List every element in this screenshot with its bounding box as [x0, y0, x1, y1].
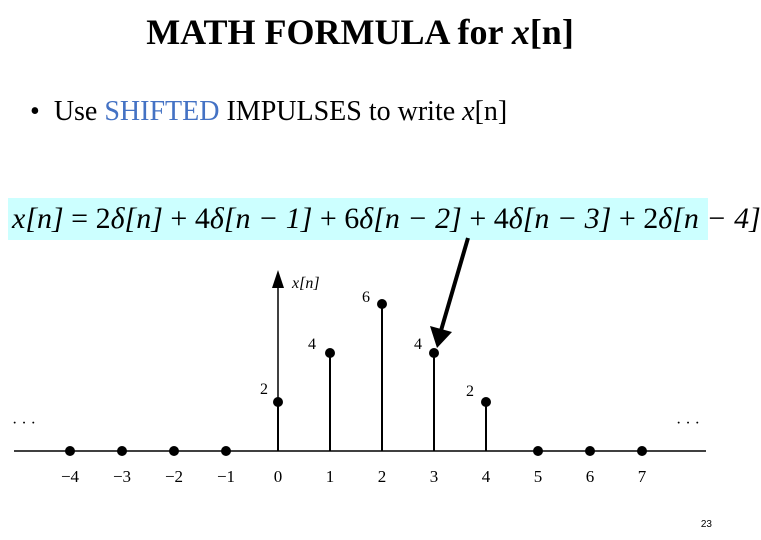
- bullet-pre: Use: [53, 96, 105, 127]
- formula-delta: δ: [359, 202, 374, 235]
- title-suffix: [n]: [529, 12, 574, 52]
- stem-point: [169, 446, 179, 456]
- formula-arg: [n − 4]: [672, 202, 761, 235]
- formula-arg: [n − 3]: [522, 202, 612, 235]
- bullet-suffix: [n]: [474, 96, 508, 127]
- stem-point: [273, 397, 283, 407]
- x-tick-label: 1: [325, 467, 335, 486]
- stems-group: [61, 289, 647, 486]
- stem-point: [65, 446, 75, 456]
- stem-point: [377, 299, 387, 309]
- pointer-arrow: [440, 238, 468, 334]
- value-label: 2: [260, 381, 268, 398]
- formula-delta: δ: [508, 202, 523, 235]
- x-tick-label: −1: [216, 467, 236, 486]
- bullet-dot: •: [30, 96, 40, 127]
- stem-point: [117, 446, 127, 456]
- x-tick-label: 7: [637, 467, 647, 486]
- formula-arg: [n − 1]: [223, 202, 313, 235]
- stem-point: [533, 446, 543, 456]
- formula-coef: 4: [493, 202, 509, 235]
- formula-coef: 2: [643, 202, 659, 235]
- x-tick-label: 2: [377, 467, 387, 486]
- page-number: 23: [700, 519, 712, 530]
- title-prefix: MATH FORMULA for: [146, 12, 512, 52]
- stem-point: [637, 446, 647, 456]
- formula-plus: +: [312, 202, 345, 235]
- bullet-mid: IMPULSES to write: [219, 96, 463, 127]
- title-var: x: [511, 12, 530, 52]
- bullet-highlight: SHIFTED: [104, 96, 220, 127]
- x-tick-label: −3: [112, 467, 132, 486]
- value-label: 6: [362, 289, 370, 306]
- formula-coef: 2: [95, 202, 111, 235]
- x-tick-label: 6: [585, 467, 595, 486]
- right-ellipsis: · · ·: [676, 415, 700, 432]
- left-ellipsis: · · ·: [12, 415, 36, 432]
- formula-coef: 4: [194, 202, 210, 235]
- formula-delta: δ: [209, 202, 224, 235]
- value-label: 4: [308, 336, 316, 353]
- formula-plus: +: [461, 202, 494, 235]
- formula-delta: δ: [658, 202, 673, 235]
- stem-point: [429, 348, 439, 358]
- x-tick-label: 0: [273, 467, 283, 486]
- pointer-arrowhead: [430, 326, 452, 348]
- formula-arg: [n]: [124, 202, 163, 235]
- x-tick-label: 5: [533, 467, 543, 486]
- x-tick-label: 4: [481, 467, 491, 486]
- stem-point: [585, 446, 595, 456]
- formula-equals: =: [63, 202, 96, 235]
- formula-lhs: x[n]: [12, 202, 64, 235]
- stem-point: [325, 348, 335, 358]
- x-tick-label: −2: [164, 467, 184, 486]
- formula-arg: [n − 2]: [373, 202, 462, 235]
- formula-plus: +: [611, 202, 644, 235]
- stem-point: [481, 397, 491, 407]
- formula-delta: δ: [110, 202, 125, 235]
- x-tick-label: −4: [60, 467, 80, 486]
- formula-coef: 6: [344, 202, 360, 235]
- formula-plus: +: [162, 202, 195, 235]
- bullet-var: x: [462, 96, 475, 127]
- y-axis-arrowhead: [272, 270, 284, 288]
- value-label: 4: [414, 336, 422, 353]
- value-label: 2: [466, 383, 474, 400]
- x-tick-label: 3: [429, 467, 439, 486]
- y-axis-label: x[n]: [292, 275, 320, 292]
- stem-point: [221, 446, 231, 456]
